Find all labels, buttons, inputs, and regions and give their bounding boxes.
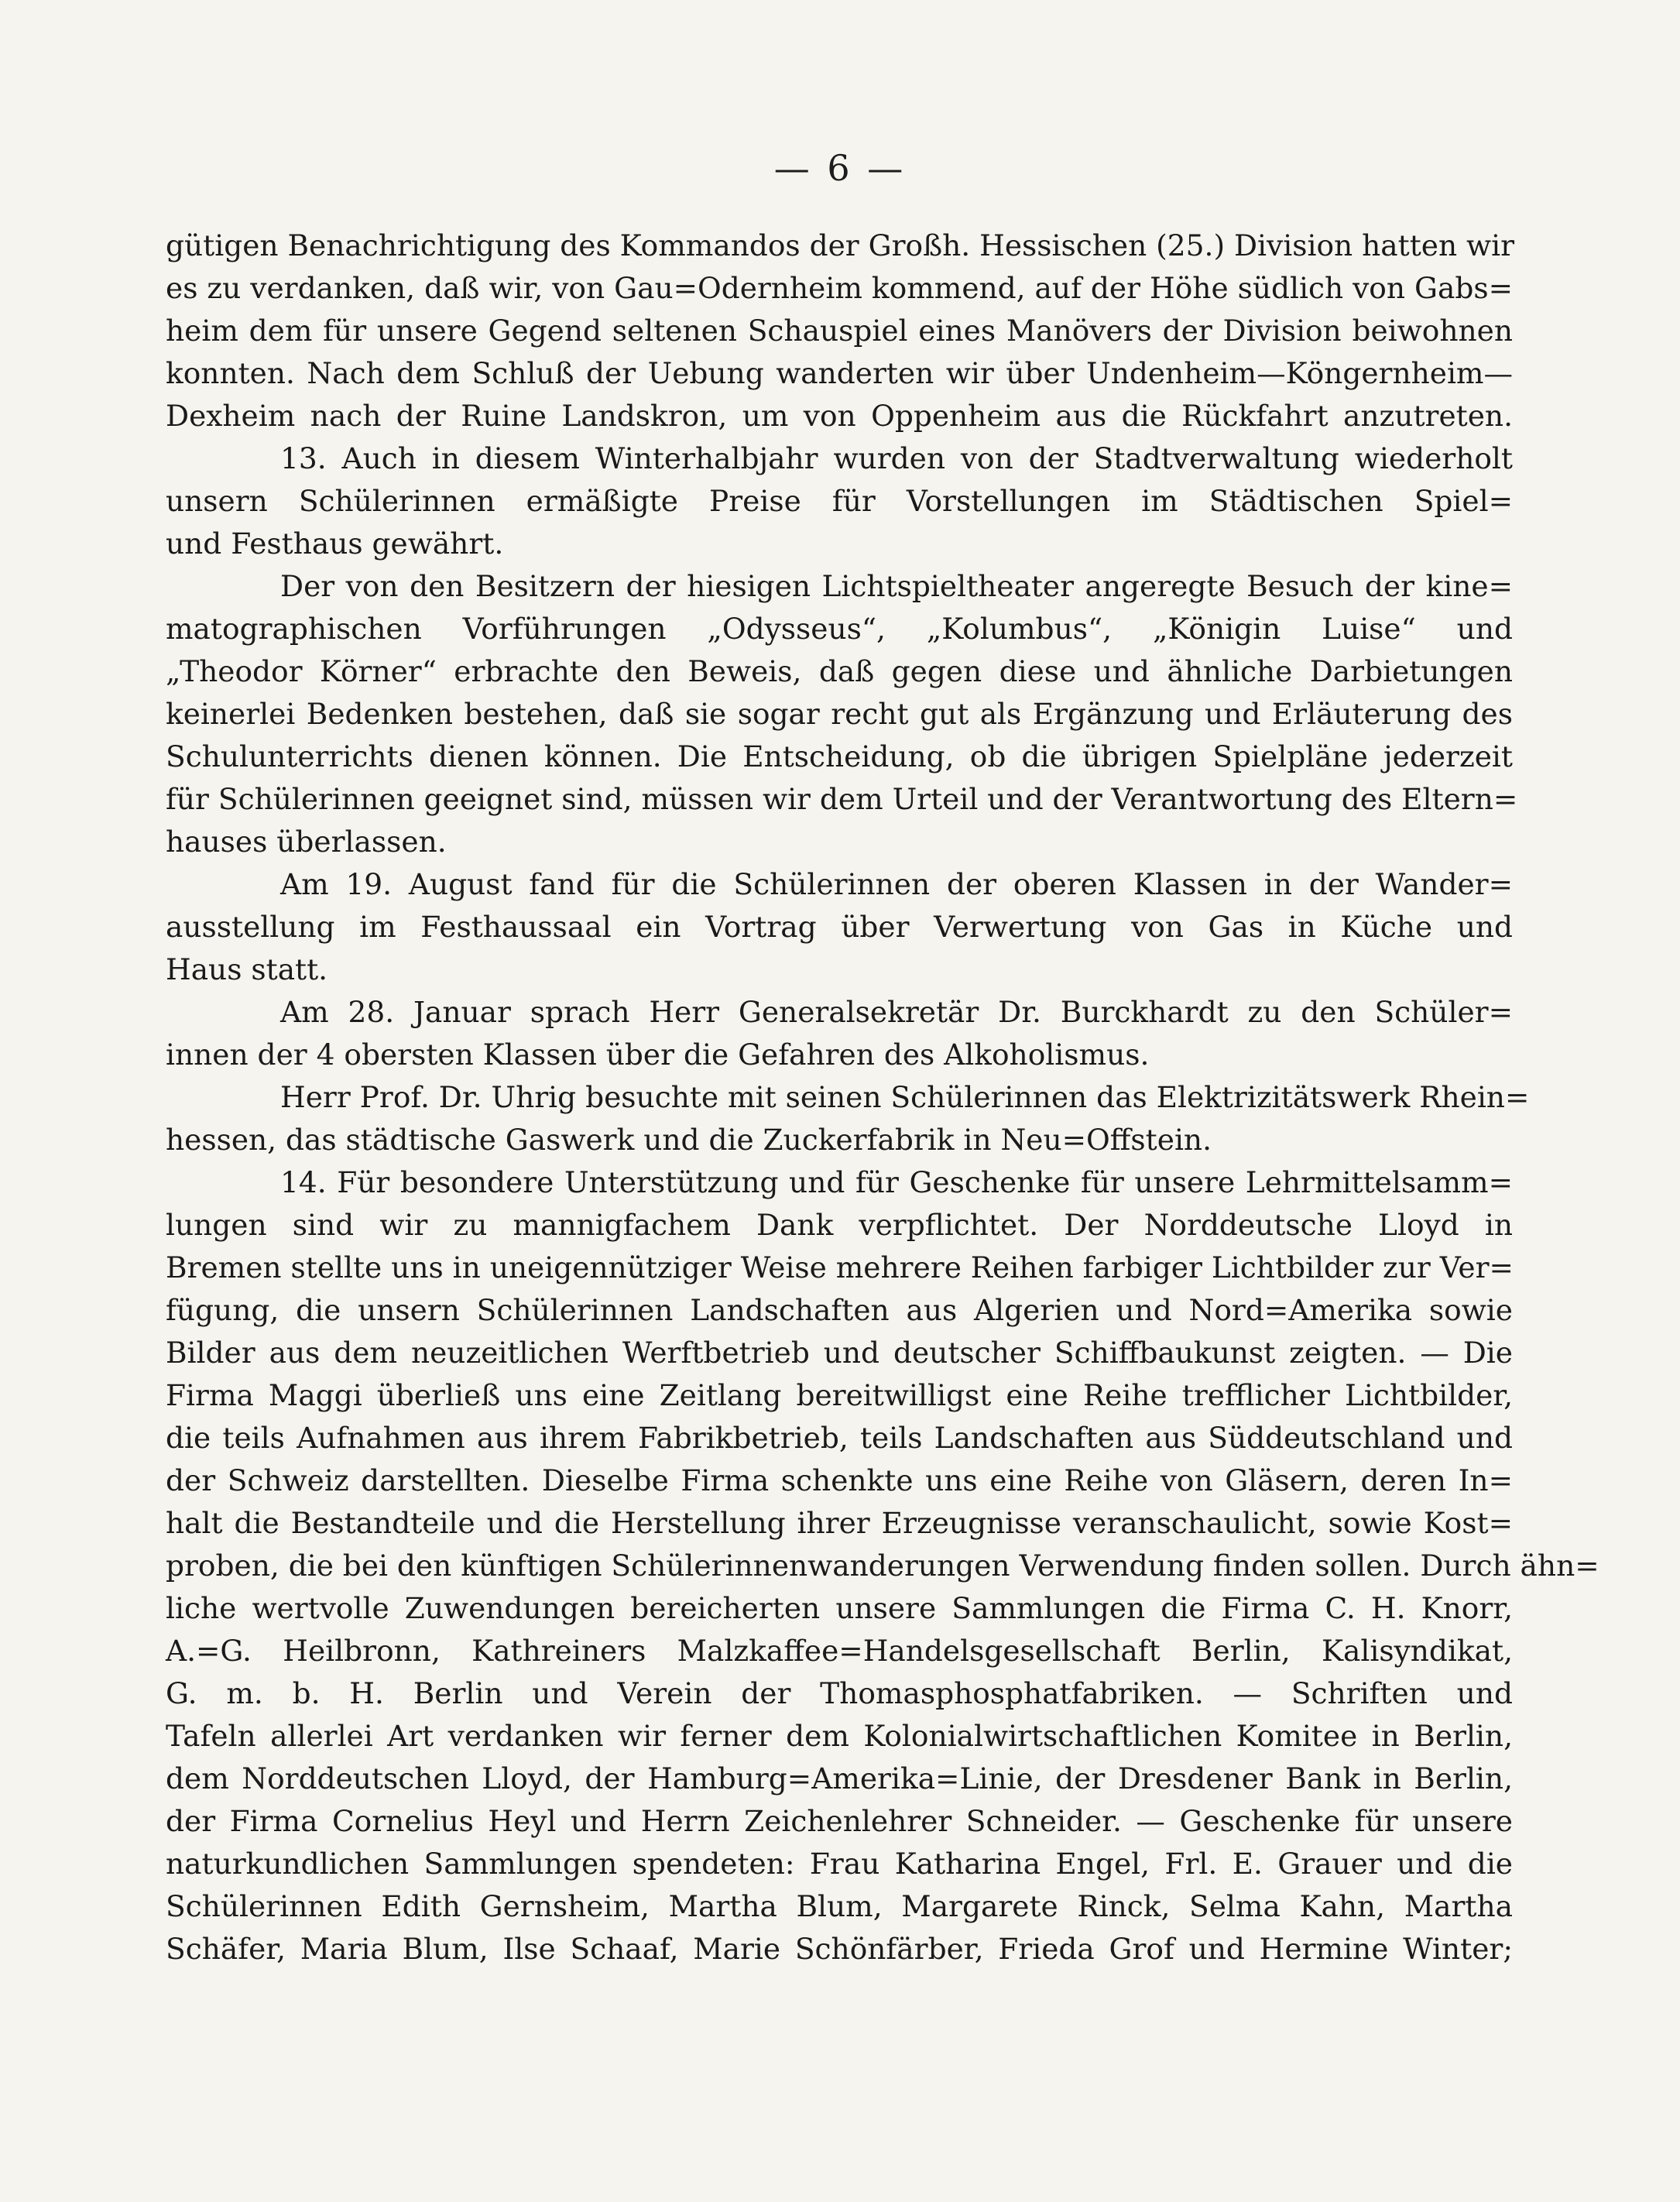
text-line: keinerlei Bedenken bestehen, daß sie sogar recht gut als Ergänzung und Erläuterung des: [166, 697, 1513, 731]
text-line: liche wertvolle Zuwendungen bereicherten unsere Sammlungen die Firma C. H. Knorr,: [166, 1591, 1513, 1625]
text-line: konnten. Nach dem Schluß der Uebung wanderten wir über Undenheim—Köngernheim—: [166, 356, 1513, 390]
text-line: und Festhaus gewährt.: [166, 526, 504, 561]
text-line: Bilder aus dem neuzeitlichen Werftbetrieb und deutscher Schiffbaukunst zeigten. — Die: [166, 1336, 1513, 1370]
body-text: [166, 225, 1599, 1970]
text-line: halt die Bestandteile und die Herstellung ihrer Erzeugnisse veranschaulicht, sowie Kost=: [166, 1506, 1513, 1540]
text-line: es zu verdanken, daß wir, von Gau=Odernheim kommend, auf der Höhe südlich von Gabs=: [166, 271, 1513, 305]
text-line: Tafeln allerlei Art verdanken wir ferner dem Kolonialwirtschaftlichen Komitee in Berlin,: [166, 1719, 1513, 1753]
text-line: gütigen Benachrichtigung des Kommandos der Großh. Hessischen (25.) Division hatten wir: [166, 228, 1515, 262]
text-line: Bremen stellte uns in uneigennütziger Weise mehrere Reihen farbiger Lichtbilder zur Ver=: [166, 1250, 1514, 1284]
text-line: die teils Aufnahmen aus ihrem Fabrikbetrieb, teils Landschaften aus Süddeutschland und: [166, 1421, 1513, 1455]
page-number: — 6 —: [773, 147, 907, 189]
text-line: Am 28. Januar sprach Herr Generalsekretär Dr. Burckhardt zu den Schüler=: [280, 995, 1513, 1029]
text-line: hessen, das städtische Gaswerk und die Zuckerfabrik in Neu=Offstein.: [166, 1123, 1212, 1157]
text-line: Schulunterrichts dienen können. Die Entscheidung, ob die übrigen Spielpläne jederzeit: [166, 739, 1513, 773]
text-line: G. m. b. H. Berlin und Verein der Thomasphosphatfabriken. — Schriften und: [166, 1676, 1513, 1710]
text-line: naturkundlichen Sammlungen spendeten: Frau Katharina Engel, Frl. E. Grauer und die: [166, 1847, 1513, 1881]
text-line: heim dem für unsere Gegend seltenen Schauspiel eines Manövers der Division beiwohnen: [166, 314, 1513, 348]
text-line: Schülerinnen Edith Gernsheim, Martha Blum, Margarete Rinck, Selma Kahn, Martha: [166, 1889, 1513, 1923]
text-line: innen der 4 obersten Klassen über die Gefahren des Alkoholismus.: [166, 1038, 1150, 1072]
text-line: für Schülerinnen geeignet sind, müssen wir dem Urteil und der Verantwortung des Eltern=: [166, 782, 1518, 816]
text-line: Schäfer, Maria Blum, Ilse Schaaf, Marie Schönfärber, Frieda Grof und Hermine Winter;: [166, 1932, 1513, 1966]
text-line: proben, die bei den künftigen Schülerinnenwanderungen Verwendung finden sollen. Durch ähn=: [166, 1549, 1599, 1583]
text-line: der Schweiz darstellten. Dieselbe Firma schenkte uns eine Reihe von Gläsern, deren In=: [166, 1463, 1513, 1497]
text-line: A.=G. Heilbronn, Kathreiners Malzkaffee=Handelsgesellschaft Berlin, Kalisyndikat,: [166, 1634, 1513, 1668]
text-line: fügung, die unsern Schülerinnen Landschaften aus Algerien und Nord=Amerika sowie: [166, 1293, 1513, 1327]
text-line: Firma Maggi überließ uns eine Zeitlang bereitwilligst eine Reihe trefflicher Lichtbilder,: [166, 1378, 1513, 1412]
text-line: „Theodor Körner“ erbrachte den Beweis, daß gegen diese und ähnliche Darbietungen: [166, 654, 1513, 688]
text-line: Am 19. August fand für die Schülerinnen der oberen Klassen in der Wander=: [280, 867, 1513, 901]
text-line: 14. Für besondere Unterstützung und für Geschenke für unsere Lehrmittelsamm=: [280, 1165, 1513, 1199]
text-line: Herr Prof. Dr. Uhrig besuchte mit seinen Schülerinnen das Elektrizitätswerk Rhein=: [280, 1080, 1530, 1114]
text-line: dem Norddeutschen Lloyd, der Hamburg=Amerika=Linie, der Dresdener Bank in Berlin,: [166, 1761, 1513, 1796]
text-line: matographischen Vorführungen „Odysseus“, „Kolumbus“, „Königin Luise“ und: [166, 612, 1513, 646]
text-line: ausstellung im Festhaussaal ein Vortrag über Verwertung von Gas in Küche und: [166, 910, 1513, 944]
text-line: 13. Auch in diesem Winterhalbjahr wurden von der Stadtverwaltung wiederholt: [280, 441, 1513, 475]
text-line: unsern Schülerinnen ermäßigte Preise für Vorstellungen im Städtischen Spiel=: [166, 484, 1513, 518]
text-line: Haus statt.: [166, 952, 328, 986]
text-line: Der von den Besitzern der hiesigen Lichtspieltheater angeregte Besuch der kine=: [280, 569, 1513, 603]
text-line: lungen sind wir zu mannigfachem Dank verpflichtet. Der Norddeutsche Lloyd in: [166, 1208, 1513, 1242]
text-line: der Firma Cornelius Heyl und Herrn Zeichenlehrer Schneider. — Geschenke für unsere: [166, 1804, 1513, 1838]
text-line: Dexheim nach der Ruine Landskron, um von Oppenheim aus die Rückfahrt anzutreten.: [166, 399, 1513, 433]
text-line: hauses überlassen.: [166, 825, 447, 859]
